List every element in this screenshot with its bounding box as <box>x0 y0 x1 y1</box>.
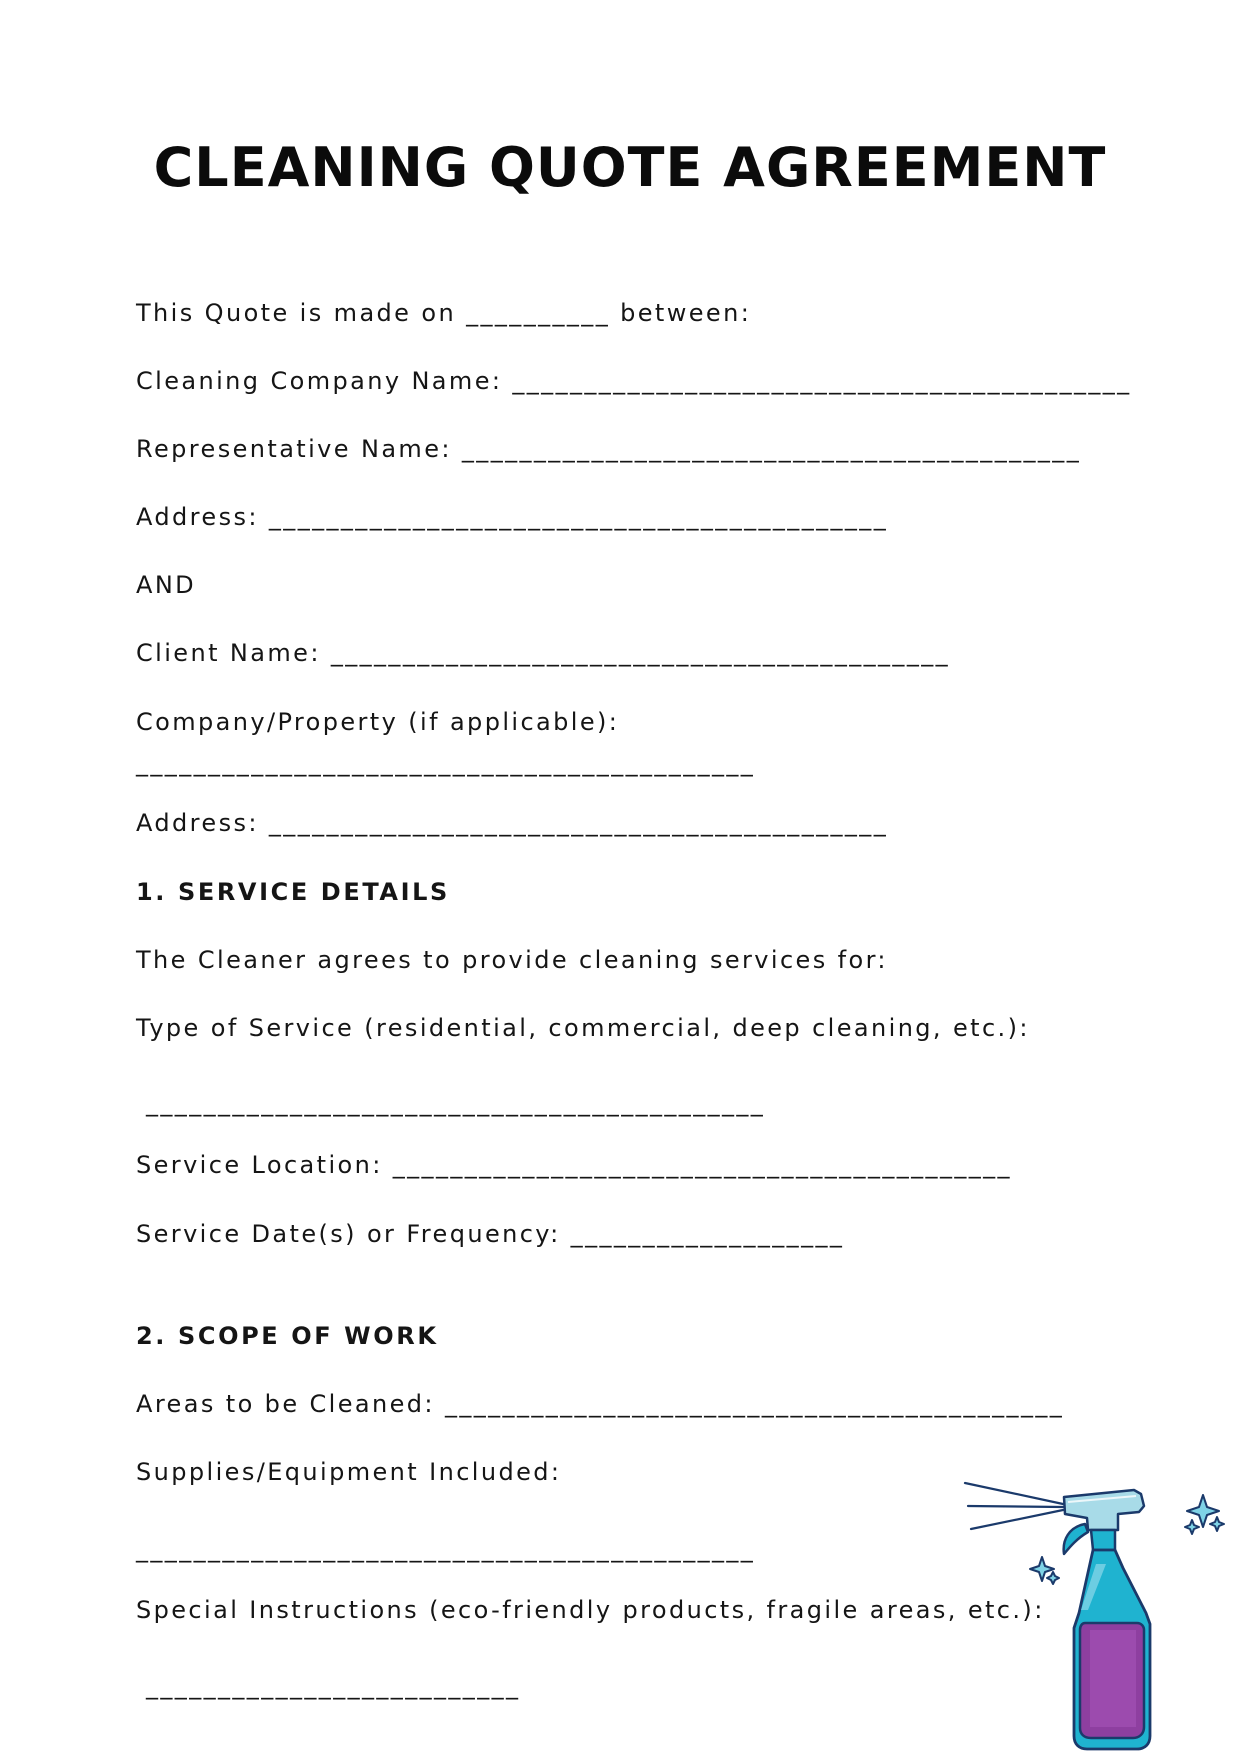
company-property-label: Company/Property (if applicable): <box>136 708 620 736</box>
spray-mist-lines <box>965 1483 1063 1529</box>
special-instructions-label: Special Instructions (eco-friendly products, fragile areas, etc.): <box>136 1596 1045 1624</box>
section-heading-scope-of-work: 2. SCOPE OF WORK <box>136 1322 439 1350</box>
company-address-line: Address: ___________________________________________ <box>136 503 889 531</box>
areas-cleaned-line: Areas to be Cleaned: ___________________________________________ <box>136 1390 1065 1418</box>
service-intro-line: The Cleaner agrees to provide cleaning services for: <box>136 946 888 974</box>
supplies-blank: ___________________________________________ <box>136 1535 756 1563</box>
company-name-line: Cleaning Company Name: ___________________________________________ <box>136 367 1132 395</box>
client-address-line: Address: ___________________________________________ <box>136 809 889 837</box>
quote-date-line: This Quote is made on __________ between: <box>136 299 752 327</box>
service-location-line: Service Location: ___________________________________________ <box>136 1151 1012 1179</box>
and-separator: AND <box>136 571 197 599</box>
supplies-label: Supplies/Equipment Included: <box>136 1458 562 1486</box>
service-type-blank: ___________________________________________ <box>146 1089 766 1117</box>
spray-bottle-icon <box>960 1472 1241 1755</box>
bottle-neck <box>1091 1530 1115 1550</box>
liquid-highlight <box>1090 1630 1136 1727</box>
document-title: CLEANING QUOTE AGREEMENT <box>153 136 1107 199</box>
client-name-line: Client Name: ___________________________________________ <box>136 639 951 667</box>
representative-name-line: Representative Name: ___________________________________________ <box>136 435 1082 463</box>
special-instructions-blank: __________________________ <box>146 1672 521 1700</box>
service-type-label: Type of Service (residential, commercial, deep cleaning, etc.): <box>136 1014 1030 1042</box>
service-frequency-line: Service Date(s) or Frequency: ___________________ <box>136 1220 845 1248</box>
section-heading-service-details: 1. SERVICE DETAILS <box>136 878 450 906</box>
company-property-blank: ___________________________________________ <box>136 749 756 777</box>
